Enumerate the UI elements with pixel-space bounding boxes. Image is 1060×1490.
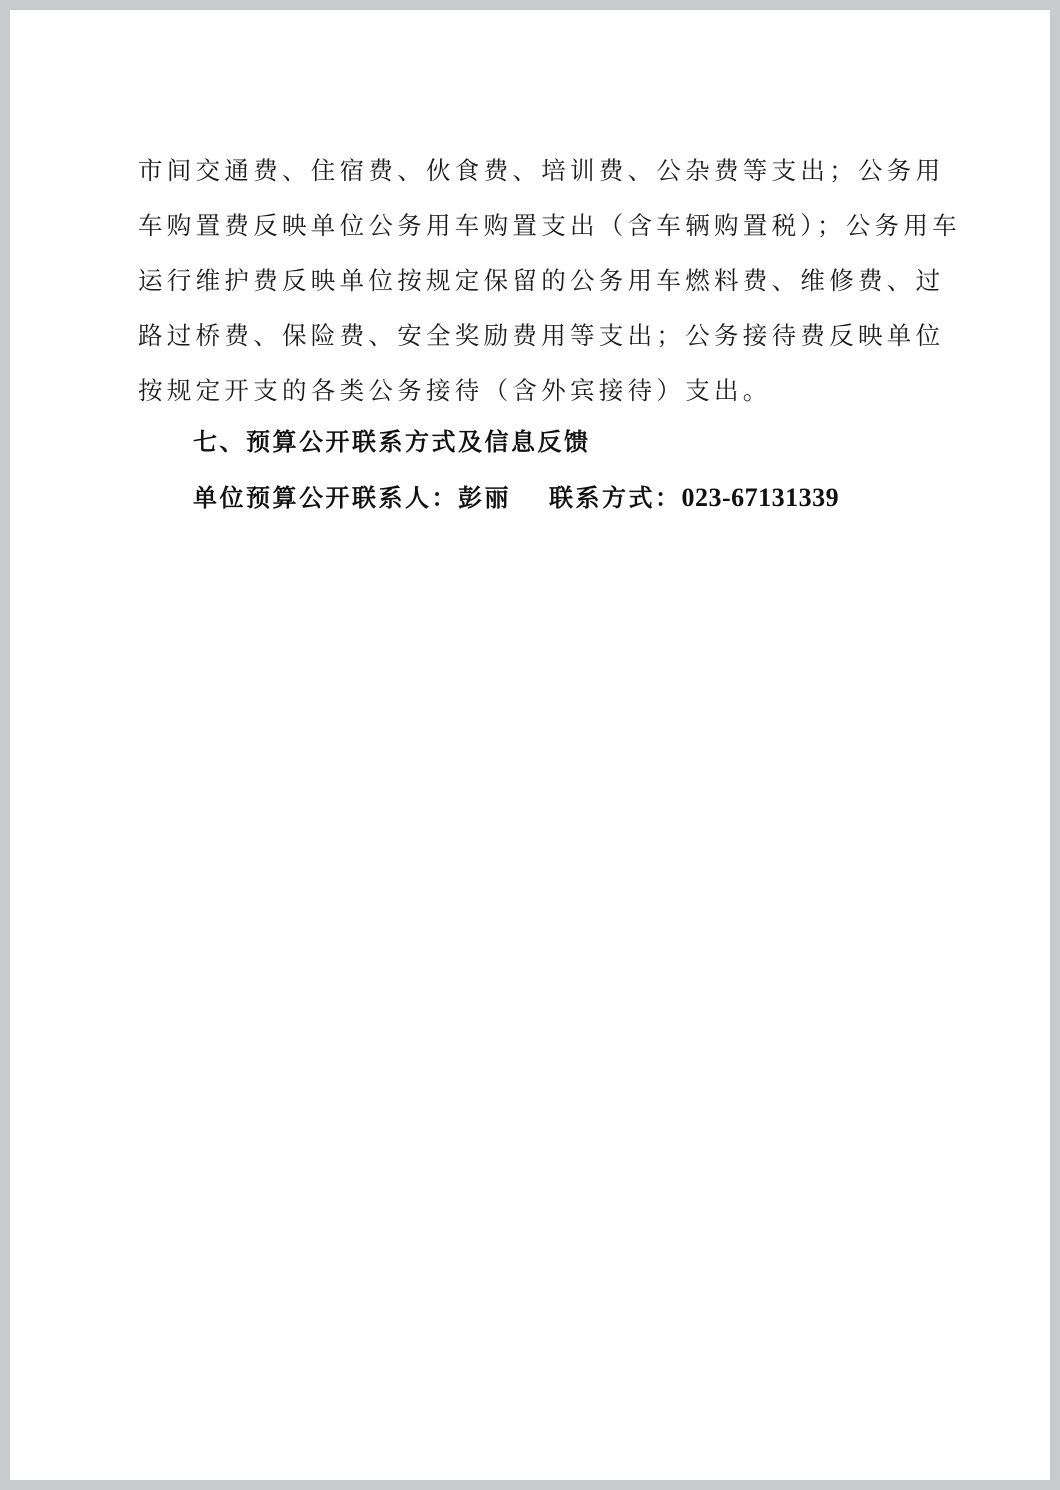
paragraph-line: 市间交通费、住宿费、伙食费、培训费、公杂费等支出；公务用 (138, 156, 945, 185)
contact-person-label: 单位预算公开联系人： (193, 484, 458, 512)
contact-phone-number: 023-67131339 (681, 483, 840, 512)
paragraph-line: 车购置费反映单位公务用车购置支出（含车辆购置税）；公务用车 (138, 211, 961, 240)
contact-person-name: 彭丽 (458, 484, 511, 512)
section-heading-contact-info: 七、预算公开联系方式及信息反馈 (193, 428, 591, 456)
expense-explanation-paragraph (138, 143, 961, 418)
paragraph-line: 路过桥费、保险费、安全奖励费用等支出；公务接待费反映单位 (138, 321, 945, 350)
contact-phone-label: 联系方式： (549, 484, 682, 512)
paragraph-line: 运行维护费反映单位按规定保留的公务用车燃料费、维修费、过 (138, 266, 945, 295)
contact-line (193, 470, 839, 526)
paragraph-line: 按规定开支的各类公务接待（含外宾接待）支出。 (138, 376, 772, 405)
document-page (10, 10, 1050, 1480)
